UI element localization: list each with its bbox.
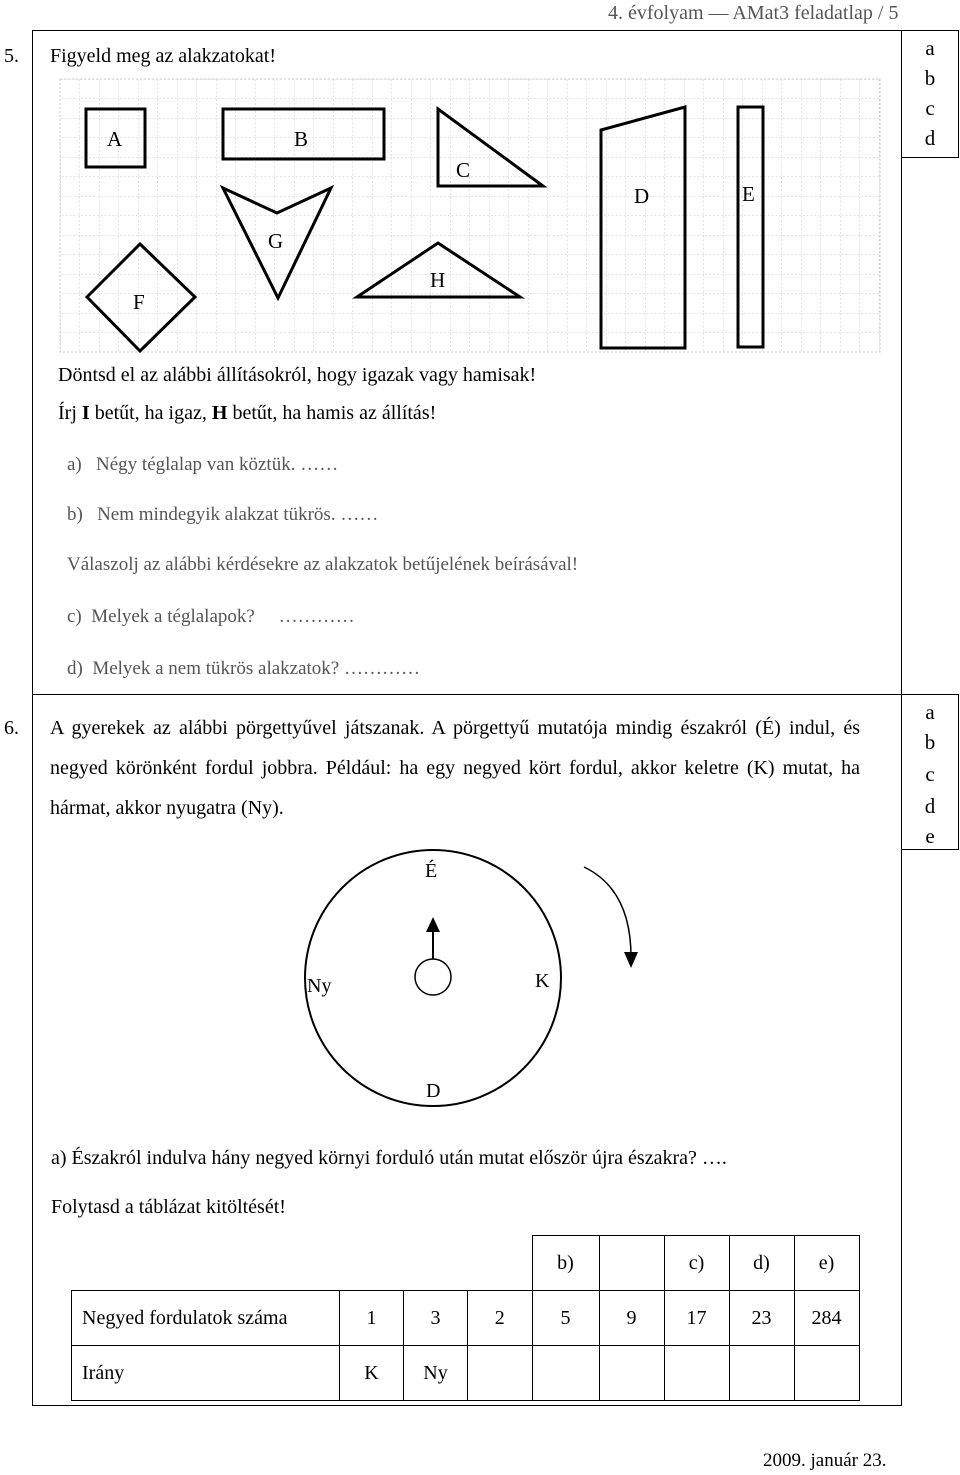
task5-side-a: a <box>925 36 935 60</box>
rotation-arrow <box>584 867 631 960</box>
shape-label-a: A <box>107 127 123 151</box>
task6-question-a: a) Északról indulva hány negyed környi forduló után mutat először újra északra? …. <box>51 1147 727 1169</box>
shape-label-e: E <box>742 182 755 206</box>
table-cell: 2 <box>468 1291 533 1346</box>
direction-table <box>71 1235 860 1401</box>
task5-side-b: b <box>924 66 936 90</box>
table-cell: 284 <box>794 1291 859 1346</box>
table-header-cell: c) <box>664 1236 729 1291</box>
table-cell: K <box>340 1346 404 1401</box>
direction-east: K <box>535 970 550 992</box>
footer-date: 2009. január 23. <box>763 1450 887 1471</box>
task5-item-a: a) Négy téglalap van köztük. …… <box>67 454 339 475</box>
task5-instruction1: Döntsd el az alábbi állításokról, hogy igazak vagy hamisak! <box>58 364 537 386</box>
answer-cell[interactable] <box>532 1346 599 1401</box>
rotation-arrowhead <box>624 952 638 968</box>
shape-label-d: D <box>634 184 650 208</box>
table-cell: 5 <box>532 1291 599 1346</box>
table-header-row <box>72 1236 860 1291</box>
task6-side-d: d <box>924 794 936 818</box>
table-row-label: Negyed fordulatok száma <box>72 1291 340 1346</box>
pointer-arrowhead <box>426 917 440 932</box>
answer-cell[interactable] <box>794 1346 859 1401</box>
task6-side-a: a <box>925 700 935 724</box>
task5-number: 5. <box>4 45 19 67</box>
answer-cell[interactable] <box>729 1346 794 1401</box>
answer-cell[interactable] <box>599 1346 664 1401</box>
table-cell: 23 <box>729 1291 794 1346</box>
table-cell: 3 <box>404 1291 468 1346</box>
task6-number: 6. <box>4 717 19 739</box>
table-cell: Ny <box>404 1346 468 1401</box>
table-row-label: Irány <box>72 1346 340 1401</box>
table-cell: 17 <box>664 1291 729 1346</box>
answer-cell[interactable] <box>468 1346 533 1401</box>
task5-item-b: b) Nem mindegyik alakzat tükrös. …… <box>67 504 379 525</box>
direction-west: Ny <box>307 975 332 997</box>
table-header-cell: b) <box>532 1236 599 1291</box>
page-header: 4. évfolyam — AMat3 feladatlap / 5 <box>608 2 899 24</box>
direction-south: D <box>426 1080 441 1102</box>
shape-label-c: C <box>456 158 471 182</box>
task5-title: Figyeld meg az alakzatokat! <box>50 45 277 67</box>
task5-question-d: d) Melyek a nem tükrös alakzatok? ………… <box>67 658 420 679</box>
task6-side-c: c <box>925 762 935 786</box>
shape-label-g: G <box>268 229 284 253</box>
shape-label-f: F <box>133 290 145 314</box>
task5-instruction3: Válaszolj az alábbi kérdésekre az alakzatok betűjelének beírásával! <box>67 554 579 575</box>
table-cell: 1 <box>340 1291 404 1346</box>
spinner-figure <box>0 840 960 1140</box>
task5-side-c: c <box>925 96 935 120</box>
spinner-hub <box>415 959 451 995</box>
table-header-cell: e) <box>794 1236 859 1291</box>
answer-cell[interactable] <box>664 1346 729 1401</box>
shape-label-h: H <box>430 268 446 292</box>
table-header-cell: d) <box>729 1236 794 1291</box>
task5-side-d: d <box>924 126 936 150</box>
shape-label-b: B <box>294 127 309 151</box>
table-row <box>72 1346 860 1401</box>
direction-north: É <box>425 860 438 882</box>
task6-paragraph: A gyerekek az alábbi pörgettyűvel játszanak. A pörgettyű mutatója mindig északról (É) indul, és negyed körönként fordul jobbra. Például: ha egy negyed kört fordul, akkor keletre (K) mutat, ha hármat, akkor nyugatra (Ny). <box>50 717 860 819</box>
task5-instruction2: Írj I betűt, ha igaz, H betűt, ha hamis az állítás! <box>58 402 437 424</box>
task5-question-c: c) Melyek a téglalapok? ………… <box>67 606 355 627</box>
task6-continue: Folytasd a táblázat kitöltését! <box>51 1196 286 1218</box>
table-row <box>72 1291 860 1346</box>
task6-side-e: e <box>925 824 935 848</box>
table-cell: 9 <box>599 1291 664 1346</box>
task6-side-b: b <box>924 730 936 754</box>
